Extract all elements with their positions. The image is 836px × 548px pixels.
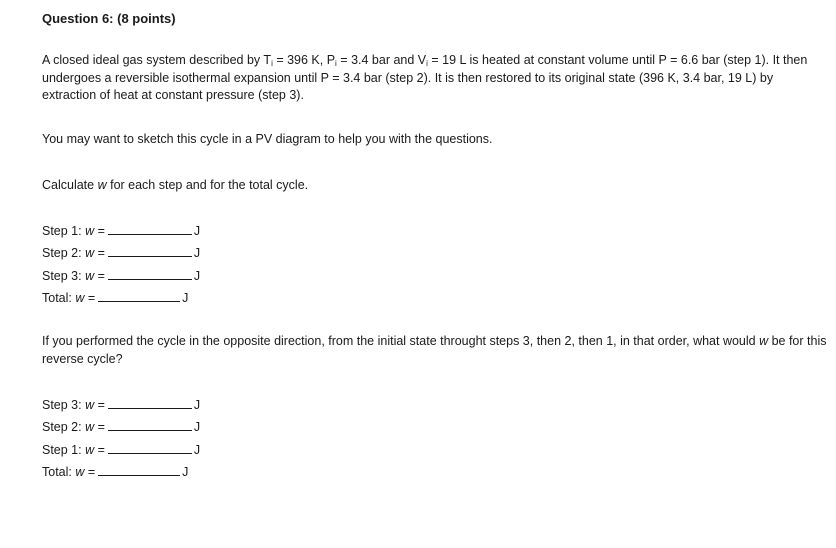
answer-blank[interactable] — [108, 266, 192, 280]
row-label: Total: w = — [42, 464, 96, 479]
reverse-pre: If you performed the cycle in the opposite direction, from the initial state throught steps 3, then 2, then 1, in that order, what would — [42, 334, 760, 348]
reverse-row-total — [42, 462, 200, 484]
unit-label: J — [182, 290, 189, 305]
forward-row-total — [42, 288, 200, 310]
unit-label: J — [182, 464, 189, 479]
hint-text: You may want to sketch this cycle in a PV diagram to help you with the questions. — [42, 132, 493, 146]
instruction-pre: Calculate — [42, 178, 98, 192]
subscript-i: i — [271, 59, 273, 68]
unit-label: J — [193, 224, 201, 238]
row-label: Step 3: w = — [42, 398, 105, 412]
problem-text-c: = 3.4 bar and V — [336, 53, 427, 67]
unit-label: J — [193, 420, 201, 435]
reverse-row-step3 — [42, 395, 200, 417]
instruction-post: for each step and for the total cycle. — [106, 178, 309, 192]
forward-row-step3 — [42, 266, 200, 288]
problem-statement — [42, 52, 827, 105]
answer-blank[interactable] — [108, 243, 192, 257]
reverse-post: be for this reverse cycle? — [42, 334, 827, 366]
reverse-answers — [42, 395, 200, 484]
forward-row-step2 — [42, 243, 200, 265]
problem-text-b: = 396 K, P — [272, 53, 336, 67]
reverse-question-text — [42, 333, 827, 368]
answer-blank[interactable] — [108, 395, 192, 409]
reverse-row-step1 — [42, 440, 200, 462]
row-label: Step 3: w = — [42, 268, 105, 283]
question-title: Question 6: (8 points) — [42, 11, 176, 26]
reverse-row-step2 — [42, 417, 200, 439]
unit-label: J — [193, 268, 201, 283]
unit-label: J — [193, 246, 201, 261]
answer-blank[interactable] — [98, 462, 180, 476]
problem-text-a: A closed ideal gas system described by T — [42, 53, 272, 67]
row-label: Total: w = — [42, 290, 96, 305]
problem-text-d: = 19 L is heated at constant volume until P = 6.6 bar (step 1). It then undergoes a reversible isothermal expansion until P = 3.4 bar (step 2). It is then restored to its original state (396 K, 3.4 bar, 19 L) by extraction of heat at constant pressure (step 3). — [42, 53, 808, 102]
subscript-i: i — [426, 59, 428, 68]
instruction-var: w — [97, 178, 107, 192]
answer-blank[interactable] — [108, 417, 192, 431]
unit-label: J — [193, 398, 201, 412]
row-label: Step 1: w = — [42, 442, 105, 457]
instruction-text — [42, 177, 827, 195]
row-label: Step 2: w = — [42, 420, 105, 435]
row-label: Step 1: w = — [42, 224, 105, 238]
reverse-var: w — [759, 334, 769, 348]
answer-blank[interactable] — [108, 221, 192, 235]
answer-blank[interactable] — [98, 288, 180, 302]
subscript-i: i — [335, 59, 337, 68]
forward-answers — [42, 221, 200, 310]
forward-row-step1 — [42, 221, 200, 243]
row-label: Step 2: w = — [42, 246, 105, 261]
answer-blank[interactable] — [108, 440, 192, 454]
unit-label: J — [193, 442, 201, 457]
